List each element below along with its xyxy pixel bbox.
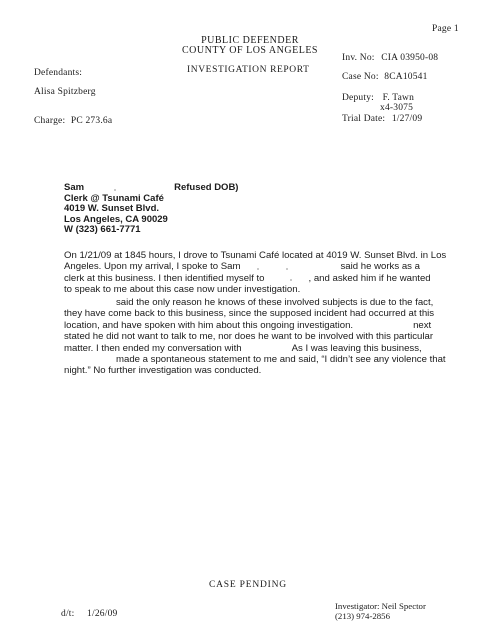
p2-line-6-text: made a spontaneous statement to me and said, “I didn’t see any violence that <box>116 354 446 366</box>
contact-title: Clerk @ Tsunami Café <box>64 192 164 204</box>
p2-line-7: night.” No further investigation was conducted. <box>64 365 262 377</box>
case-no-field <box>342 72 428 82</box>
dt-value: 1/26/09 <box>87 609 118 619</box>
p1-line-1: On 1/21/09 at 1845 hours, I drove to Tsunami Café located at 4019 W. Sunset Blvd. in Los <box>64 250 447 261</box>
contact-city: Los Angeles, CA 90029 <box>64 213 168 225</box>
investigator-label: Investigator: <box>335 601 380 611</box>
deputy-field <box>342 93 414 103</box>
p1-line-4: to speak to me about this case now under investigation. <box>64 284 301 296</box>
case-no-value: 8CA10541 <box>384 72 428 82</box>
trial-date-field <box>342 114 422 124</box>
dt-label: d/t: <box>61 609 75 619</box>
contact-name <box>64 183 238 194</box>
p1-line-3 <box>64 273 446 284</box>
p2-line-3a: location, and have spoken with him about this ongoing investigation. <box>64 319 354 331</box>
investigator-phone: (213) 974-2856 <box>335 611 390 621</box>
redaction-speck <box>257 268 259 270</box>
inv-no-value: CIA 03950-08 <box>381 53 439 63</box>
investigator-block <box>335 601 426 621</box>
p2-line-6 <box>64 354 446 365</box>
p1-line-3b: , and asked him if he wanted <box>308 272 431 284</box>
page-number: Page 1 <box>432 24 459 34</box>
contact-name-note: Refused DOB) <box>174 182 239 193</box>
redaction-speck <box>114 189 116 191</box>
p2-line-3 <box>64 320 446 331</box>
charge-value: PC 273.6a <box>70 116 113 126</box>
report-title: INVESTIGATION REPORT <box>187 65 310 75</box>
deputy-extension: x4-3075 <box>380 103 414 113</box>
p2-line-1 <box>64 297 446 308</box>
office-name-line2: COUNTY OF LOS ANGELES <box>182 45 318 56</box>
p1-line-3a: clerk at this business. I then identified myself to <box>64 272 265 284</box>
p2-line-5 <box>64 343 446 354</box>
p2-line-3b: next <box>413 319 432 331</box>
p2-line-5b: As I was leaving this business, <box>291 342 422 354</box>
redaction-speck <box>286 268 288 270</box>
deputy-value: F. Tawn <box>382 93 415 103</box>
p1-line-2b: said he works as a <box>340 261 420 273</box>
p1-line-2 <box>64 261 446 272</box>
contact-block <box>64 183 238 236</box>
contact-first-name: Sam <box>64 182 85 193</box>
paragraph-1 <box>64 250 446 296</box>
dictation-date <box>61 609 117 619</box>
p2-line-1-text: said the only reason he knows of these involved subjects is due to the fact, <box>116 297 434 308</box>
charge-label: Charge: <box>34 116 66 126</box>
p2-line-5a: matter. I then ended my conversation with <box>64 342 242 354</box>
p2-line-2: they have come back to this business, since the supposed incident had occurred at this <box>64 308 435 320</box>
office-name-line1: PUBLIC DEFENDER <box>201 35 299 46</box>
redaction-speck <box>290 279 292 281</box>
investigator-line <box>335 601 426 611</box>
p2-line-4: stated he did not want to talk to me, nor does he want to be involved with this particular <box>64 331 434 343</box>
investigator-name: Neil Spector <box>381 601 426 611</box>
case-status: CASE PENDING <box>209 580 287 590</box>
trial-date-value: 1/27/09 <box>391 114 423 124</box>
inv-no-field <box>342 53 438 63</box>
case-no-label: Case No: <box>342 72 379 82</box>
defendants-label: Defendants: <box>34 68 83 78</box>
paragraph-2 <box>64 297 446 377</box>
trial-date-label: Trial Date: <box>342 114 386 124</box>
contact-phone: W (323) 661-7771 <box>64 224 141 235</box>
defendant-name: Alisa Spitzberg <box>34 87 96 97</box>
contact-street: 4019 W. Sunset Blvd. <box>64 203 160 214</box>
deputy-label: Deputy: <box>342 93 375 103</box>
p1-line-2a: Angeles. Upon my arrival, I spoke to Sam <box>64 261 241 273</box>
charge-field <box>34 116 112 126</box>
inv-no-label: Inv. No: <box>342 53 375 63</box>
